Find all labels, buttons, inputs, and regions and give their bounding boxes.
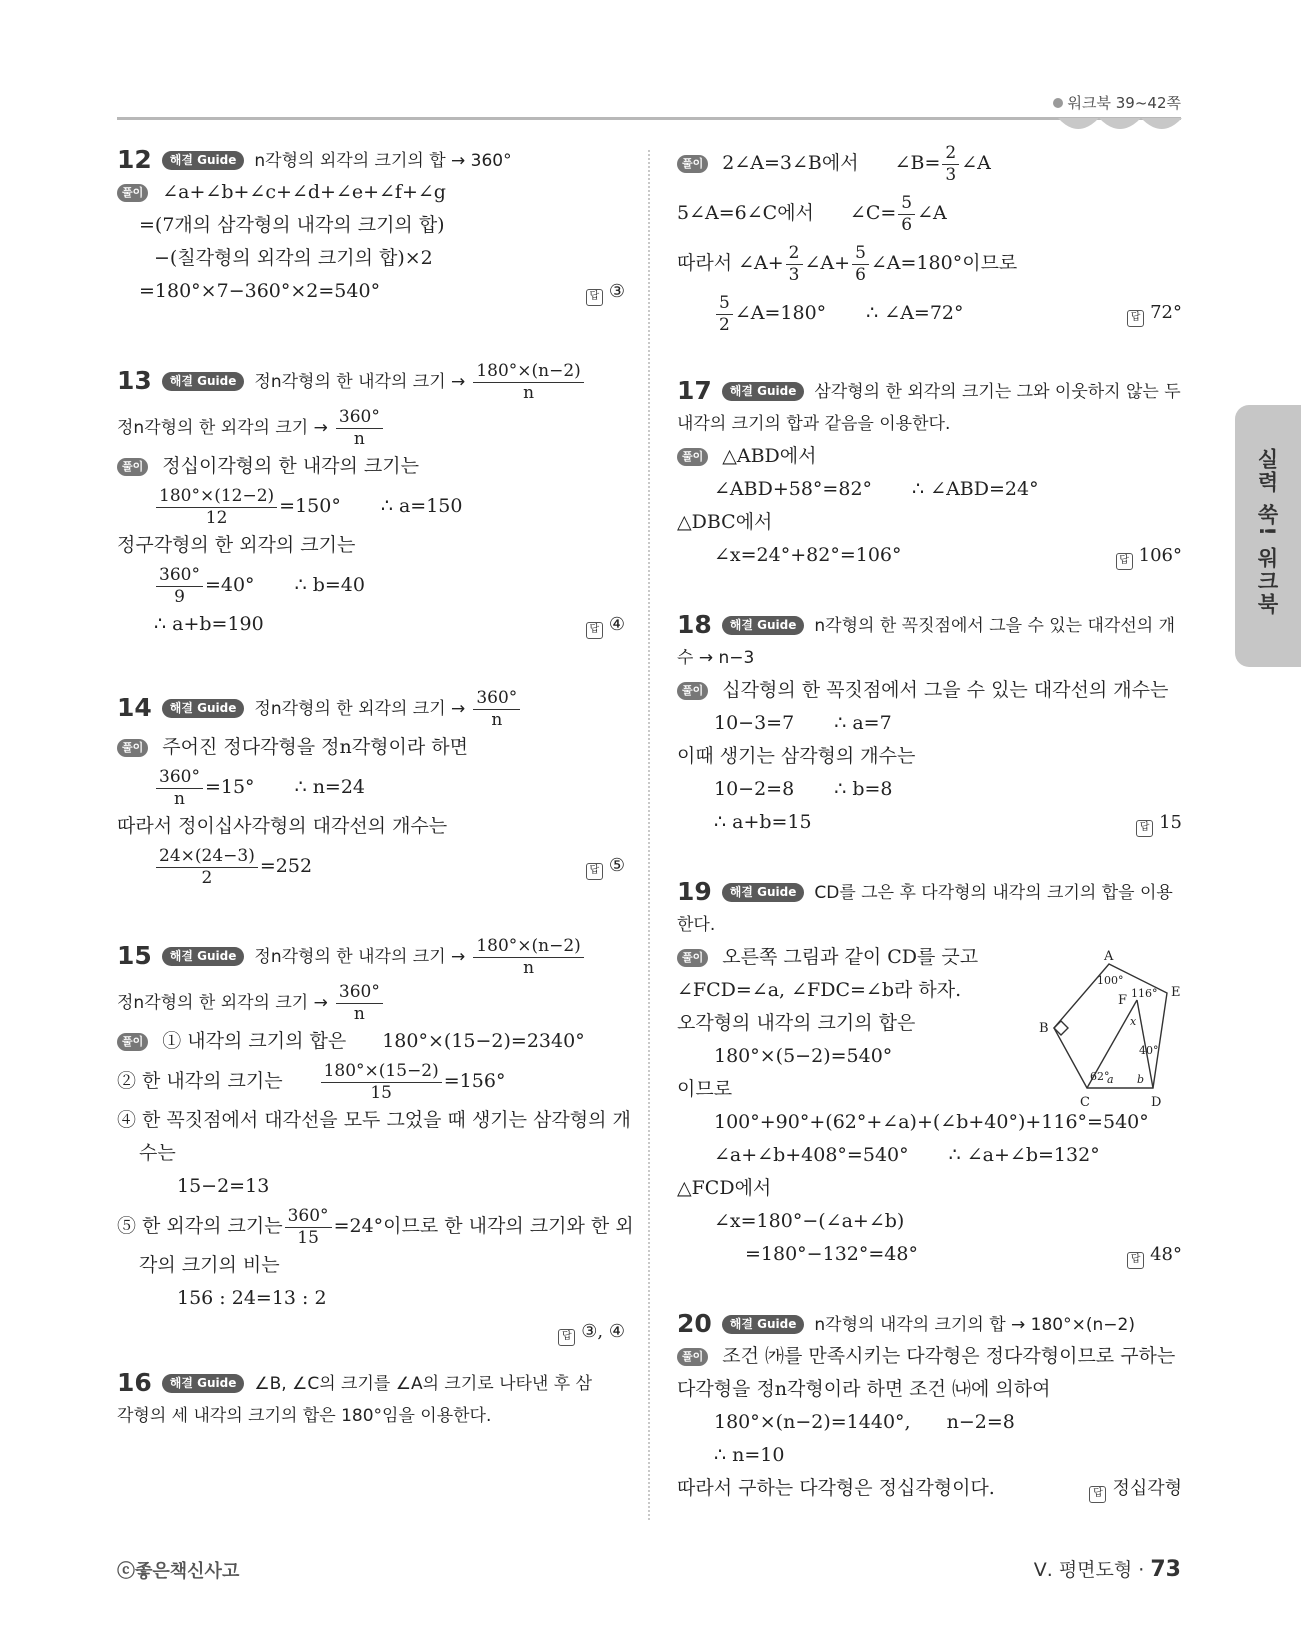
problem-number: 14 — [117, 693, 152, 722]
fraction: $\frac{2}{3}$ — [786, 245, 803, 284]
answer: 답 106° — [1116, 539, 1182, 572]
label-a: A — [1104, 950, 1114, 964]
solution-badge: 풀이 — [117, 1033, 148, 1051]
answer: 답 ③, ④ — [558, 1315, 625, 1348]
fraction: $\frac{360^\circ}{n}$ — [156, 769, 203, 808]
side-tab-label: 실력 쑥! 워크북 — [1255, 448, 1279, 617]
problem-12: 12 해결 Guide n각형의 외각의 크기의 합 → 360° 풀이 ∠a+∠b+∠c+∠d+∠e+∠f+∠g =(7개의 삼각형의 내각의 크기의 합) −(칠각형의 외각의 크기의 합)×2 =180°×7−360°×2=540° 답 ③ — [117, 143, 625, 308]
guide-badge: 해결 Guide — [722, 382, 805, 401]
solution-badge: 풀이 — [677, 1348, 708, 1366]
problem-14: 14 해결 Guide 정n각형의 한 외각의 크기 → $\frac{360^\circ}{n}$ 풀이 주어진 정다각형을 정n각형이라 하면 $\frac{360^\circ}{n}$ =15° ∴ n=24 따라서 정이십사각형의 대각선의 개수는 $\frac{24\times(24-3)}{2}$ =252 답 ⑤ — [117, 687, 625, 888]
answer: 답 ③ — [586, 275, 625, 308]
solution-badge: 풀이 — [677, 949, 708, 967]
label-e: E — [1171, 985, 1181, 1000]
guide-badge: 해결 Guide — [722, 1315, 805, 1334]
fraction: $\frac{2}{3}$ — [942, 145, 959, 184]
problem-17: 17 해결 Guide 삼각형의 한 외각의 크기는 그와 이웃하지 않는 두 내각의 크기의 합과 같음을 이용한다. 풀이 △ABD에서 ∠ABD+58°=82° ∴ ∠ABD=24° △DBC에서 ∠x=24°+82°=106° 답 106° — [677, 374, 1182, 572]
fraction: $\frac{180^\circ\times(15-2)}{15}$ — [321, 1063, 442, 1102]
fraction: $\frac{360^\circ}{n}$ — [336, 984, 383, 1023]
fraction: $\frac{180^\circ\times(n-2)}{n}$ — [473, 938, 583, 977]
problem-number: 13 — [117, 366, 152, 395]
angle-a: a — [1107, 1073, 1114, 1086]
angle-b: b — [1137, 1073, 1145, 1086]
angle-f-value: 116° — [1131, 987, 1158, 1000]
answer: 답 48° — [1127, 1238, 1182, 1271]
angle-a-value: 100° — [1097, 974, 1124, 987]
left-column — [117, 140, 634, 1432]
problem-number: 20 — [677, 1309, 712, 1338]
guide-badge: 해결 Guide — [162, 947, 245, 966]
fraction: $\frac{5}{6}$ — [898, 195, 915, 234]
answer-badge: 답 — [558, 1329, 575, 1346]
problem-number: 15 — [117, 941, 152, 970]
publisher-logo: ⓒ좋은책신사고 — [117, 1561, 240, 1582]
bullet-dot-icon — [1053, 98, 1063, 108]
guide-badge: 해결 Guide — [162, 699, 245, 718]
problem-19: 19 해결 Guide CD를 그은 후 다각형의 내각의 크기의 합을 이용 한다. 풀이 오른쪽 그림과 같이 CD를 긋고 ∠FCD=∠a, ∠FDC=∠b라 하자. 오각형의 내각의 크기의 합은 180°×(5−2)=540° 이므로 100°+90°+(62°+∠a)+(∠b+40°)+116°=540° ∠a+∠b+408°=540° ∴ ∠a+∠b=132° △FCD에서 ∠x=180°−(∠a+∠b) =180°−132°=48° 답 48° — [677, 875, 1182, 1271]
right-column — [677, 140, 1182, 1505]
angle-c-value: 62° — [1090, 1070, 1110, 1083]
workbook-page-tag: 워크북 39~42쪽 — [1053, 92, 1181, 113]
column-divider — [648, 150, 650, 1520]
answer-badge: 답 — [586, 863, 603, 880]
header-rule — [117, 117, 1181, 120]
answer-badge: 답 — [1127, 1252, 1144, 1269]
fraction: $\frac{360^\circ}{9}$ — [156, 567, 203, 606]
problem-16-solution: 풀이 2∠A=3∠B에서 ∠B= $\frac{2}{3}$ ∠A 5∠A=6∠C에서 ∠C= $\frac{5}{6}$ ∠A 따라서 ∠A+ $\frac{2}{3}$ ∠A+ $\frac{5}{6}$ ∠A=180°이므로 $\frac{5}{2}$ ∠A=180° ∴ ∠A=72° 답 72° — [677, 142, 1182, 335]
solution-badge: 풀이 — [677, 448, 708, 466]
label-d: D — [1151, 1095, 1162, 1110]
fraction: $\frac{24\times(24-3)}{2}$ — [156, 848, 258, 887]
problem-16: 16 해결 Guide ∠B, ∠C의 크기를 ∠A의 크기로 나타낸 후 삼 각형의 세 내각의 크기의 합은 180°임을 이용한다. — [117, 1368, 593, 1426]
answer-badge: 답 — [1089, 1486, 1106, 1503]
solution-badge: 풀이 — [117, 184, 148, 202]
fraction: $\frac{5}{2}$ — [716, 295, 733, 334]
answer: 답 정십각형 — [1089, 1472, 1182, 1505]
fraction: $\frac{5}{6}$ — [852, 245, 869, 284]
problem-18: 18 해결 Guide n각형의 한 꼭짓점에서 그을 수 있는 대각선의 개 수 → n−3 풀이 십각형의 한 꼭짓점에서 그을 수 있는 대각선의 개수는 10−3=7 ∴ a=7 이때 생기는 삼각형의 개수는 10−2=8 ∴ b=8 ∴ a+b=15 답 15 — [677, 608, 1182, 839]
fraction: $\frac{360^\circ}{15}$ — [285, 1208, 332, 1247]
guide-badge: 해결 Guide — [162, 372, 245, 391]
header-wave-decoration — [1058, 118, 1182, 134]
solution-badge: 풀이 — [677, 682, 708, 700]
answer-badge: 답 — [1136, 820, 1153, 837]
label-b: B — [1039, 1021, 1049, 1036]
angle-x: x — [1130, 1015, 1137, 1028]
fraction: $\frac{360^\circ}{n}$ — [473, 690, 520, 729]
page-number: 73 — [1150, 1557, 1181, 1582]
label-f: F — [1118, 993, 1128, 1008]
answer: 답 72° — [1127, 290, 1182, 336]
guide-badge: 해결 Guide — [162, 1374, 245, 1393]
guide-badge: 해결 Guide — [722, 616, 805, 635]
answer-badge: 답 — [586, 622, 603, 639]
solution-badge: 풀이 — [117, 739, 148, 757]
solution-badge: 풀이 — [677, 155, 708, 173]
fraction: $\frac{180^\circ\times(n-2)}{n}$ — [473, 363, 583, 402]
pentagon-figure — [1033, 950, 1193, 1110]
answer-badge: 답 — [1127, 310, 1144, 327]
answer: 답 ⑤ — [586, 843, 625, 889]
guide-badge: 해결 Guide — [722, 883, 805, 902]
problem-number: 17 — [677, 376, 712, 405]
problem-number: 19 — [677, 877, 712, 906]
answer-badge: 답 — [586, 289, 603, 306]
fraction: $\frac{180^\circ\times(12-2)}{12}$ — [156, 488, 277, 527]
guide-badge: 해결 Guide — [162, 151, 245, 170]
problem-number: 12 — [117, 145, 152, 174]
problem-15: 15 해결 Guide 정n각형의 한 내각의 크기 → $\frac{180^\circ\times(n-2)}{n}$ 정n각형의 한 외각의 크기 → $\frac{360^\circ}{n}$ 풀이 ① 내각의 크기의 합은 180°×(15−2)=2340° ② 한 내각의 크기는 $\frac{180^\circ\times(15-2)}{15}$ =156° ④ 한 꼭짓점에서 대각선을 모두 그었을 때 생기는 삼각형의 개 수는 15−2=13 ⑤ 한 외각의 크기는 $\frac{360^\circ}{15}$ =24°이므로 한 내각의 크기와 한 외 각의 크기의 비는 156 : 24=13 : 2 답 ③, ④ — [117, 933, 625, 1348]
answer: 답 ④ — [586, 608, 625, 641]
problem-number: 18 — [677, 610, 712, 639]
label-c: C — [1080, 1095, 1090, 1110]
problem-20: 20 해결 Guide n각형의 내각의 크기의 합 → 180°×(n−2) 풀이 조건 ㈎를 만족시키는 다각형은 정다각형이므로 구하는 다각형을 정n각형이라 하면 조건 ㈏에 의하여 180°×(n−2)=1440°, n−2=8 ∴ n=10 따라서 구하는 다각형은 정십각형이다. 답 정십각형 — [677, 1307, 1182, 1505]
answer: 답 15 — [1136, 806, 1182, 839]
answer-badge: 답 — [1116, 553, 1133, 570]
fraction: $\frac{360^\circ}{n}$ — [336, 409, 383, 448]
problem-13: 13 해결 Guide 정n각형의 한 내각의 크기 → $\frac{180^\circ\times(n-2)}{n}$ 정n각형의 한 외각의 크기 → $\frac{360^\circ}{n}$ 풀이 정십이각형의 한 내각의 크기는 $\frac{180^\circ\times(12-2)}{12}$ =150° ∴ a=150 정구각형의 한 외각의 크기는 $\frac{360^\circ}{9}$ =40° ∴ b=40 ∴ a+b=190 답 ④ — [117, 358, 625, 641]
angle-d-value: 40° — [1139, 1044, 1159, 1057]
page-footer: Ⅴ. 평면도형 · 73 — [1033, 1557, 1181, 1582]
problem-number: 16 — [117, 1368, 152, 1397]
solution-badge: 풀이 — [117, 458, 148, 476]
